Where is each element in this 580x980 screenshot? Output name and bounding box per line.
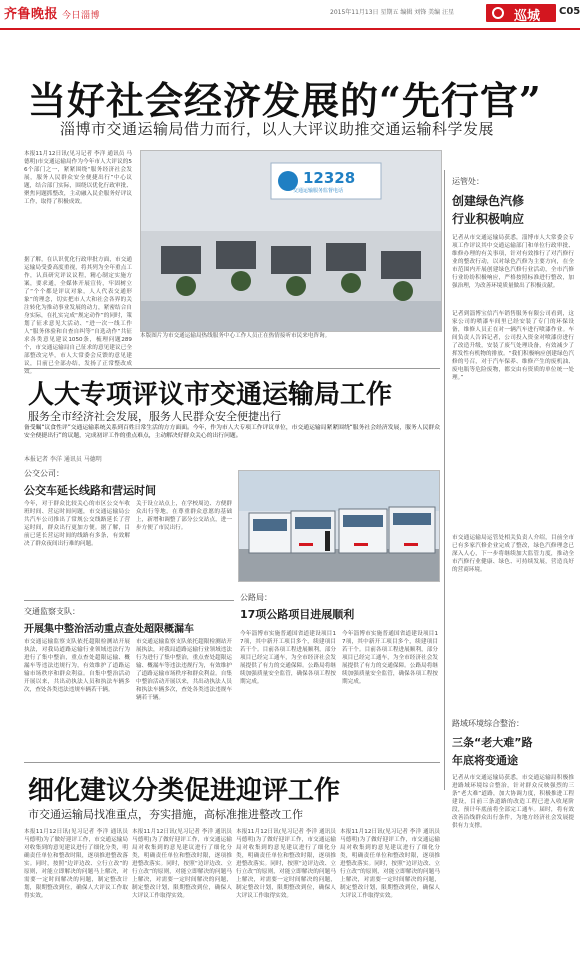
sidebar-body-2: 记者到淄博宝信汽车销售服务有限公司看到，这家公司的喷漆车间里已经安装了专门的环保设备，维修人员正在对一辆汽车进行喷漆作业。车间负责人告诉记者，公司投入资金对喷漆房进行了改造升级，安装了废气处理设备，有效减少了挥发性有机物的排放。“我们积极响应创建绿色汽修的号召，对于汽车保养、维修产生的废机油、废电瓶等危险废物，都交由有资质的单位统一处理。”: [452, 311, 574, 381]
divider: [24, 600, 234, 601]
hotline-label: 交通运输服务监督电话: [293, 188, 344, 194]
third-body-2: 本报11月12日讯(见习记者 李洋 通讯员 马德明)为了做好迎评工作，市交通运输局对收集到的意见建议进行了细化分类，明确责任单位和整改时限，逐项推进整改落实。同时，按照“边评边改、立行立改”的原则，对能立即解决的问题马上解决，对需要一定时间解决的问题，制定整改计划，限期整改到位，确保人大评议工作取得实效。: [132, 829, 232, 899]
highway-label: 公路局：: [240, 593, 272, 602]
law-label: 交通监察支队：: [24, 607, 80, 616]
sidebar-title-1: 创建绿色汽修: [452, 194, 525, 208]
sidebar-label-2: 路域环境综合整治：: [452, 719, 524, 728]
third-headline: 细化建议分类促进迎评工作: [28, 776, 341, 806]
second-byline: 本报记者 李洋 通讯员 马德明: [24, 456, 102, 463]
sidebar-title-2: 行业积极响应: [452, 212, 525, 226]
second-headline: 人大专项评议市交通运输局工作: [28, 380, 393, 410]
second-intro: 备受瞩“议食性评”交通运输系统关系到百姓日常生活的方方面面。今年，作为市人大专项工作评议单位，市交通运输局紧紧围绕“服务社会经济发展，服务人民群众安全便捷出行”的议题，完成初评工作的重点难点，主动解决好群众关心的出行问题。: [24, 425, 440, 439]
highway-headline: 17项公路项目进展顺利: [240, 608, 355, 621]
circle-icon: [492, 7, 504, 19]
divider: [24, 762, 440, 763]
lead-photo: [140, 150, 442, 332]
page-header: [0, 0, 580, 28]
hotline-number: 12328: [303, 169, 356, 187]
bus-body-2: 关于设立站点上，在学校周边、方便群众出行等地，在尊重群众意愿的基础上，新增和调整了部分公交站点，进一步方便了市民出行。: [136, 501, 232, 531]
divider: [24, 368, 440, 369]
third-body-4: 本报11月12日讯(见习记者 李洋 通讯员 马德明)为了做好迎评工作，市交通运输局对收集到的意见建议进行了细化分类，明确责任单位和整改时限，逐项推进整改落实。同时，按照“边评边改、立行立改”的原则，对能立即解决的问题马上解决，对需要一定时间解决的问题，制定整改计划，限期整改到位，确保人大评议工作取得实效。: [340, 829, 440, 899]
lead-body-2: 据了解，在认识优化行政审批方面，市交通运输局受委高度重视，将其列为全年重点工作，认真研究评议议程，精心制定实施方案，要求通，全媒体开展宣传，牢固树立了“个个都是评议对象，人人代表交通形象”的理念，切实把市人大和社会各界的关注转化为推动事业发展的动力，紧密结合自身实际，在扎实完成“规定动作”的同时，策划了征求意见大活动、“进一次一线工作人”服务体验和自查自纠等“自选动作”共征求各类意见建议1050条，梳理问题289个，市交通运输局自己征求的意见建议已全部整改完毕，市人大常委会反馈的意见建议，目前已全部办结，发扬了正常整改成效。: [24, 257, 132, 375]
bus-headline: 公交车延长线路和营运时间: [24, 484, 156, 497]
lead-subtitle: 淄博市交通运输局借力而行，以人大评议助推交通运输科学发展: [60, 120, 495, 138]
sidebar-body-3: 市交通运输局运管处相关负责人介绍，目前全市已有多家汽修企业完成了整改，绿色汽修理念已深入人心，下一步将继续加大监管力度，推动全市汽修行业健康、绿色、可持续发展，营造良好的营商环境。: [452, 535, 574, 573]
bus-label: 公交公司：: [24, 469, 64, 478]
lead-headline: 当好社会经济发展的“先行官”: [28, 78, 542, 123]
third-body-3: 本报11月12日讯(见习记者 李洋 通讯员 马德明)为了做好迎评工作，市交通运输局对收集到的意见建议进行了细化分类，明确责任单位和整改时限，逐项推进整改落实。同时，按照“边评边改、立行立改”的原则，对能立即解决的问题马上解决，对需要一定时间解决的问题，制定整改计划，限期整改到位，确保人大评议工作取得实效。: [236, 829, 336, 899]
header-rule: [0, 28, 580, 30]
third-subtitle: 市交通运输局找准重点，夯实措施，高标准推进整改工作: [28, 808, 303, 821]
third-body-1: 本报11月12日讯(见习记者 李洋 通讯员 马德明)为了做好迎评工作，市交通运输局对收集到的意见建议进行了细化分类，明确责任单位和整改时限，逐项推进整改落实。同时，按照“边评边改、立行立改”的原则，对能立即解决的问题马上解决，对需要一定时间解决的问题，制定整改计划，限期整改到位，确保人大评议工作取得实效。: [24, 829, 128, 899]
bus-body-1: 今年，对于群众比较关心的市区公交车收班时间、营运时间问题，市交通运输局公共汽车公司推出了常规公交线路延长了营运时间，群众出行更加方便。据了解，目前已延长营运时间的线路有多条，有效解决了群众夜间出行难的问题。: [24, 501, 130, 547]
second-subtitle: 服务全市经济社会发展，服务人民群众安全便捷出行: [28, 410, 281, 423]
page-number: C05: [559, 6, 580, 17]
sidebar-body-4: 记者从市交通运输局获悉，市交通运输局积极推进路域环境综合整治，针对群众反映强烈的三条“老大难”道路，加大协调力度，积极推进工程建设，目前三条道路的改造工程已进入收尾阶段，预计年底前将全部完工通车。届时，将有效改善沿线群众出行条件，为地方经济社会发展提供有力支撑。: [452, 775, 574, 829]
highway-body-2: 今年淄博市实施普通国省道建设项目17项，其中新开工项目多个，续建项目若干个。目前各项工程进展顺利，部分项目已经完工通车，为全市经济社会发展提供了有力的交通保障。公路局将继续加强质量安全监管，确保各项工程按期完成。: [342, 631, 438, 685]
call-center-illustration: [141, 151, 441, 331]
sidebar-title2-1: 三条“老大难”路: [452, 736, 533, 749]
law-body-2: 市交通运输监察支队依托超限检测站开展执法，对我局道路运输行业领域违法行为进行了集中整治，重点查处超限运输、概漏车等违法违规行为，有效维护了道路运输市场秩序和群众利益。自集中整治活动开展以来，共出动执法人员和执法车辆多次，查处各类违法违规车辆若干辆。: [136, 639, 232, 701]
law-headline: 开展集中整治活动重点查处超限概漏车: [24, 624, 194, 635]
section-badge: 巡城: [486, 4, 556, 22]
lead-body-1: 本报11月12日讯(见习记者 李洋 通讯员 马德明)市交通运输局作为今年市人大评议的56个部门之一，紧紧围绕“服务经济社会发展，服务人民群众安全便捷出行”中心议题，结合部门实际，围绕以优化行政审批、聚焦问题抓整改，主动融入民企服务好评议工作，取得了积极成效。: [24, 151, 132, 205]
highway-body-1: 今年淄博市实施普通国省道建设项目17项，其中新开工项目多个，续建项目若干个。目前各项工程进展顺利，部分项目已经完工通车，为全市经济社会发展提供了有力的交通保障。公路局将继续加强质量安全监管，确保各项工程按期完成。: [240, 631, 336, 685]
sidebar-body-1: 记者从市交通运输局获悉，淄博市人大常委会专项工作评议其中交通运输部门和单位行政审批、维修办理的有关事项，针对有效推行了对汽修行业的整改行动，以对绿色汽修为主要方向，在全市范围内开展创建绿色汽修行业活动，全市汽修行业纷纷积极响应，严格按照标准进行整改，加强治理，为改善环境质量做出了积极贡献。: [452, 235, 574, 289]
bus-fleet-illustration: [239, 471, 439, 581]
date-line: 2015年11月13日 星期五 编辑 刘锋 美编 汪星: [330, 9, 455, 16]
newspaper-logo: 齐鲁晚报 今日淄博: [4, 7, 101, 22]
sidebar-title2-2: 年底将变通途: [452, 754, 518, 767]
lead-photo-caption: 本版图片为市交通运输局热线服务中心工作人员正在热情接听市民来电咨询。: [140, 333, 331, 339]
law-body-1: 市交通运输监察支队依托超限检测站开展执法，对我局道路运输行业领域违法行为进行了集中整治，重点查处超限运输、概漏车等违法违规行为，有效维护了道路运输市场秩序和群众利益。自集中整治活动开展以来，共出动执法人员和执法车辆多次，查处各类违法违规车辆若干辆。: [24, 639, 130, 693]
sidebar-label: 运管处：: [452, 177, 484, 186]
bus-photo: [238, 470, 440, 582]
